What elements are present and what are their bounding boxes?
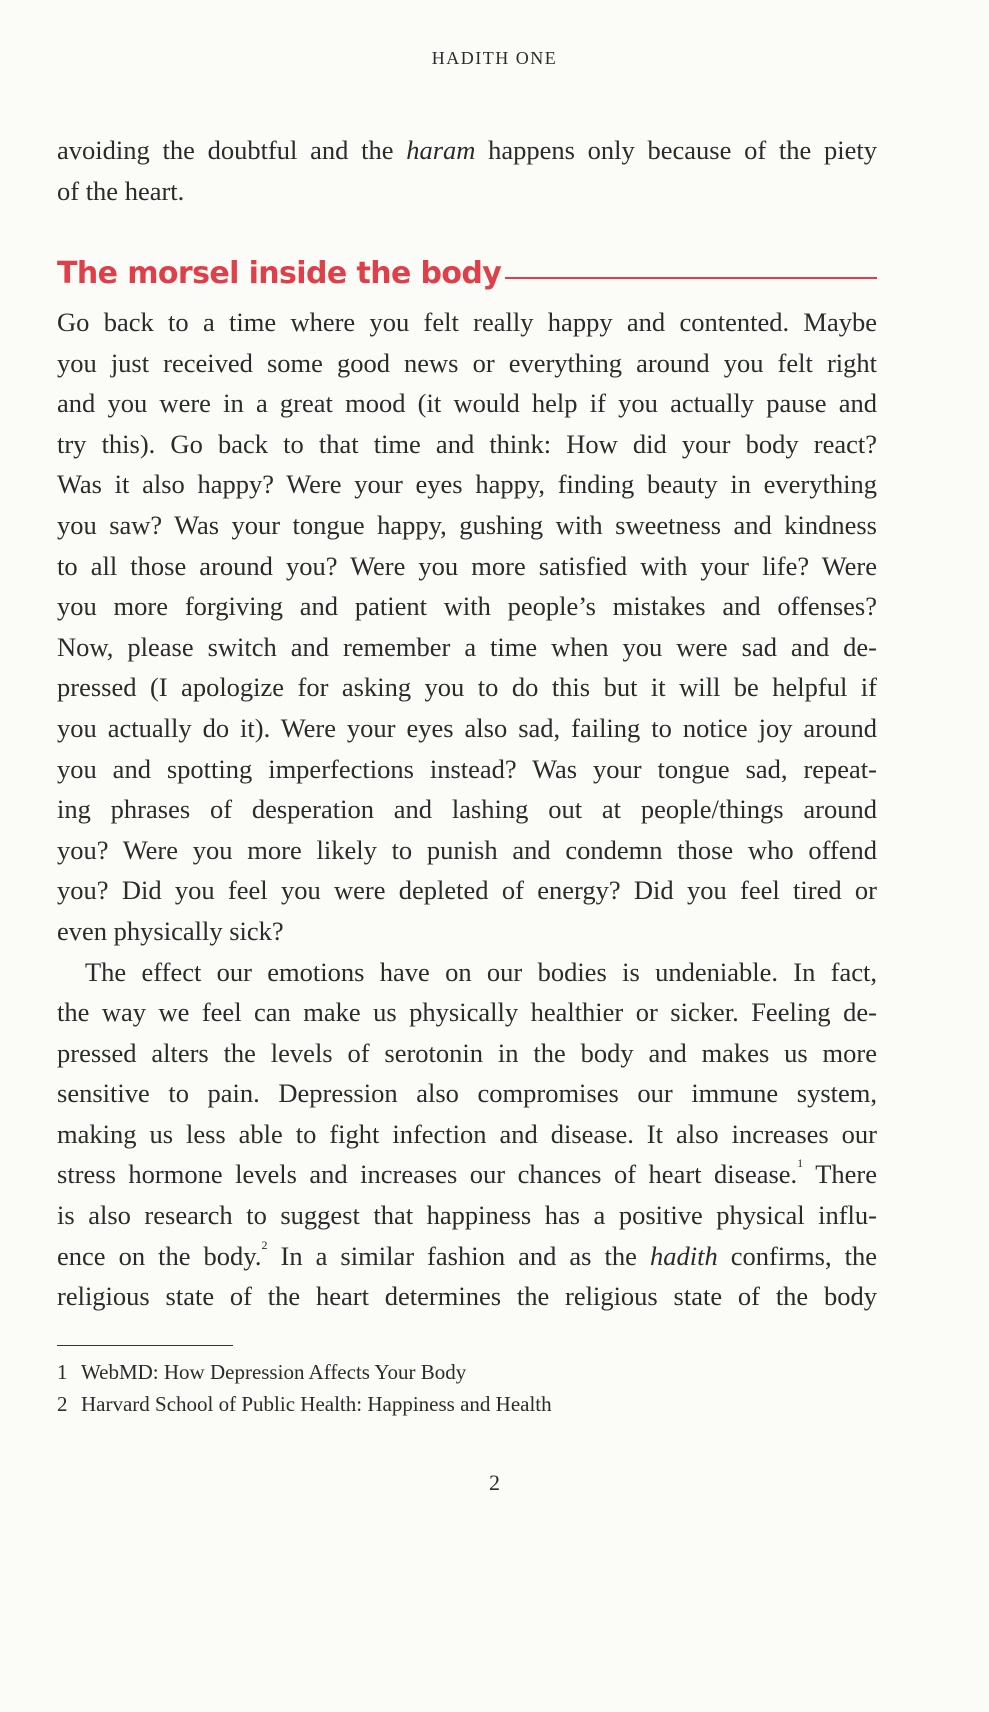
text-segment: sensitive to pain. Depression also compromises our immune system, bbox=[57, 1078, 877, 1109]
text-segment: even physically sick? bbox=[57, 915, 284, 946]
text-segment: you more forgiving and patient with people’s mistakes and offenses? bbox=[57, 591, 877, 622]
text-segment: of the heart. bbox=[57, 175, 185, 206]
text-line bbox=[57, 586, 877, 627]
text-line bbox=[57, 1195, 877, 1236]
footnote bbox=[57, 1356, 552, 1388]
text-line bbox=[57, 383, 877, 424]
text-segment: happens only because of the piety bbox=[475, 135, 877, 165]
text-line bbox=[57, 505, 877, 546]
section-heading bbox=[57, 256, 877, 291]
text-segment: There bbox=[803, 1159, 877, 1190]
text-line bbox=[57, 952, 877, 993]
text-line bbox=[57, 830, 877, 871]
text-segment: Go back to a time where you felt really happy and contented. Maybe bbox=[57, 307, 877, 337]
text-line bbox=[57, 343, 877, 384]
text-segment: to all those around you? Were you more satisfied with your life? Were bbox=[57, 550, 877, 581]
text-segment: pressed (I apologize for asking you to do this but it will be helpful if bbox=[57, 672, 877, 703]
section-heading-text: The morsel inside the body bbox=[57, 256, 502, 291]
text-segment: you and spotting imperfections instead? Was your tongue sad, repeat- bbox=[57, 753, 877, 784]
text-segment: try this). Go back to that time and think: How did your body react? bbox=[57, 428, 877, 459]
text-segment: you just received some good news or everything around you felt right bbox=[57, 347, 877, 378]
text-line bbox=[57, 992, 877, 1033]
text-line bbox=[57, 171, 877, 212]
text-line bbox=[57, 1236, 877, 1277]
text-line bbox=[57, 789, 877, 830]
text-line bbox=[57, 667, 877, 708]
footnote-divider bbox=[57, 1345, 233, 1346]
text-segment: religious state of the heart determines the religious state of the body bbox=[57, 1281, 877, 1312]
text-segment: ence on the body. bbox=[57, 1240, 262, 1271]
text-line bbox=[57, 546, 877, 587]
italic-term: hadith bbox=[649, 1240, 718, 1271]
text-segment: ing phrases of desperation and lashing out at people/things around bbox=[57, 794, 877, 825]
text-line bbox=[57, 302, 877, 343]
text-line bbox=[57, 1114, 877, 1155]
text-segment: In a similar fashion and as the bbox=[267, 1240, 650, 1271]
footnote bbox=[57, 1388, 552, 1420]
text-line bbox=[57, 1154, 877, 1195]
paragraph-continued bbox=[57, 130, 877, 211]
running-head: HADITH ONE bbox=[431, 48, 558, 68]
footnote-reference: 1 bbox=[797, 1156, 804, 1171]
footnote-number: 2 bbox=[57, 1392, 68, 1416]
text-segment: is also research to suggest that happiness has a positive physical influ- bbox=[57, 1200, 877, 1231]
text-segment: avoiding the doubtful and the bbox=[57, 135, 407, 165]
heading-rule bbox=[505, 277, 877, 279]
text-segment: pressed alters the levels of serotonin in the body and makes us more bbox=[57, 1037, 877, 1068]
body-text bbox=[57, 302, 877, 1317]
text-segment: The effect our emotions have on our bodies is undeniable. In fact, bbox=[85, 956, 877, 987]
text-line bbox=[57, 749, 877, 790]
text-segment: making us less able to fight infection and disease. It also increases our bbox=[57, 1118, 877, 1149]
text-line bbox=[57, 627, 877, 668]
text-segment: you saw? Was your tongue happy, gushing with sweetness and kindness bbox=[57, 509, 877, 540]
text-line bbox=[57, 870, 877, 911]
footnotes bbox=[57, 1356, 552, 1420]
text-segment: confirms, the bbox=[717, 1240, 877, 1271]
text-line bbox=[57, 424, 877, 465]
text-line bbox=[57, 464, 877, 505]
text-line bbox=[57, 708, 877, 749]
text-line bbox=[57, 1276, 877, 1317]
text-segment: stress hormone levels and increases our chances of heart disease. bbox=[57, 1159, 798, 1190]
text-segment: you actually do it). Were your eyes also sad, failing to notice joy around bbox=[57, 712, 877, 743]
text-segment: you? Were you more likely to punish and condemn those who offend bbox=[57, 834, 877, 865]
text-segment: you? Did you feel you were depleted of energy? Did you feel tired or bbox=[57, 875, 877, 906]
text-line bbox=[57, 130, 877, 171]
text-segment: Now, please switch and remember a time when you were sad and de- bbox=[57, 631, 877, 662]
footnote-text: WebMD: How Depression Affects Your Body bbox=[81, 1360, 467, 1384]
text-segment: Was it also happy? Were your eyes happy, finding beauty in everything bbox=[57, 469, 877, 500]
text-segment: the way we feel can make us physically healthier or sicker. Feeling de- bbox=[57, 997, 877, 1028]
text-segment: and you were in a great mood (it would help if you actually pause and bbox=[57, 388, 877, 419]
text-line bbox=[57, 911, 877, 952]
footnote-text: Harvard School of Public Health: Happiness and Health bbox=[81, 1392, 552, 1416]
footnote-number: 1 bbox=[57, 1360, 68, 1384]
footnote-reference: 2 bbox=[261, 1237, 268, 1252]
italic-term: haram bbox=[406, 135, 476, 165]
page-number: 2 bbox=[489, 1470, 500, 1495]
text-line bbox=[57, 1033, 877, 1074]
text-line bbox=[57, 1073, 877, 1114]
